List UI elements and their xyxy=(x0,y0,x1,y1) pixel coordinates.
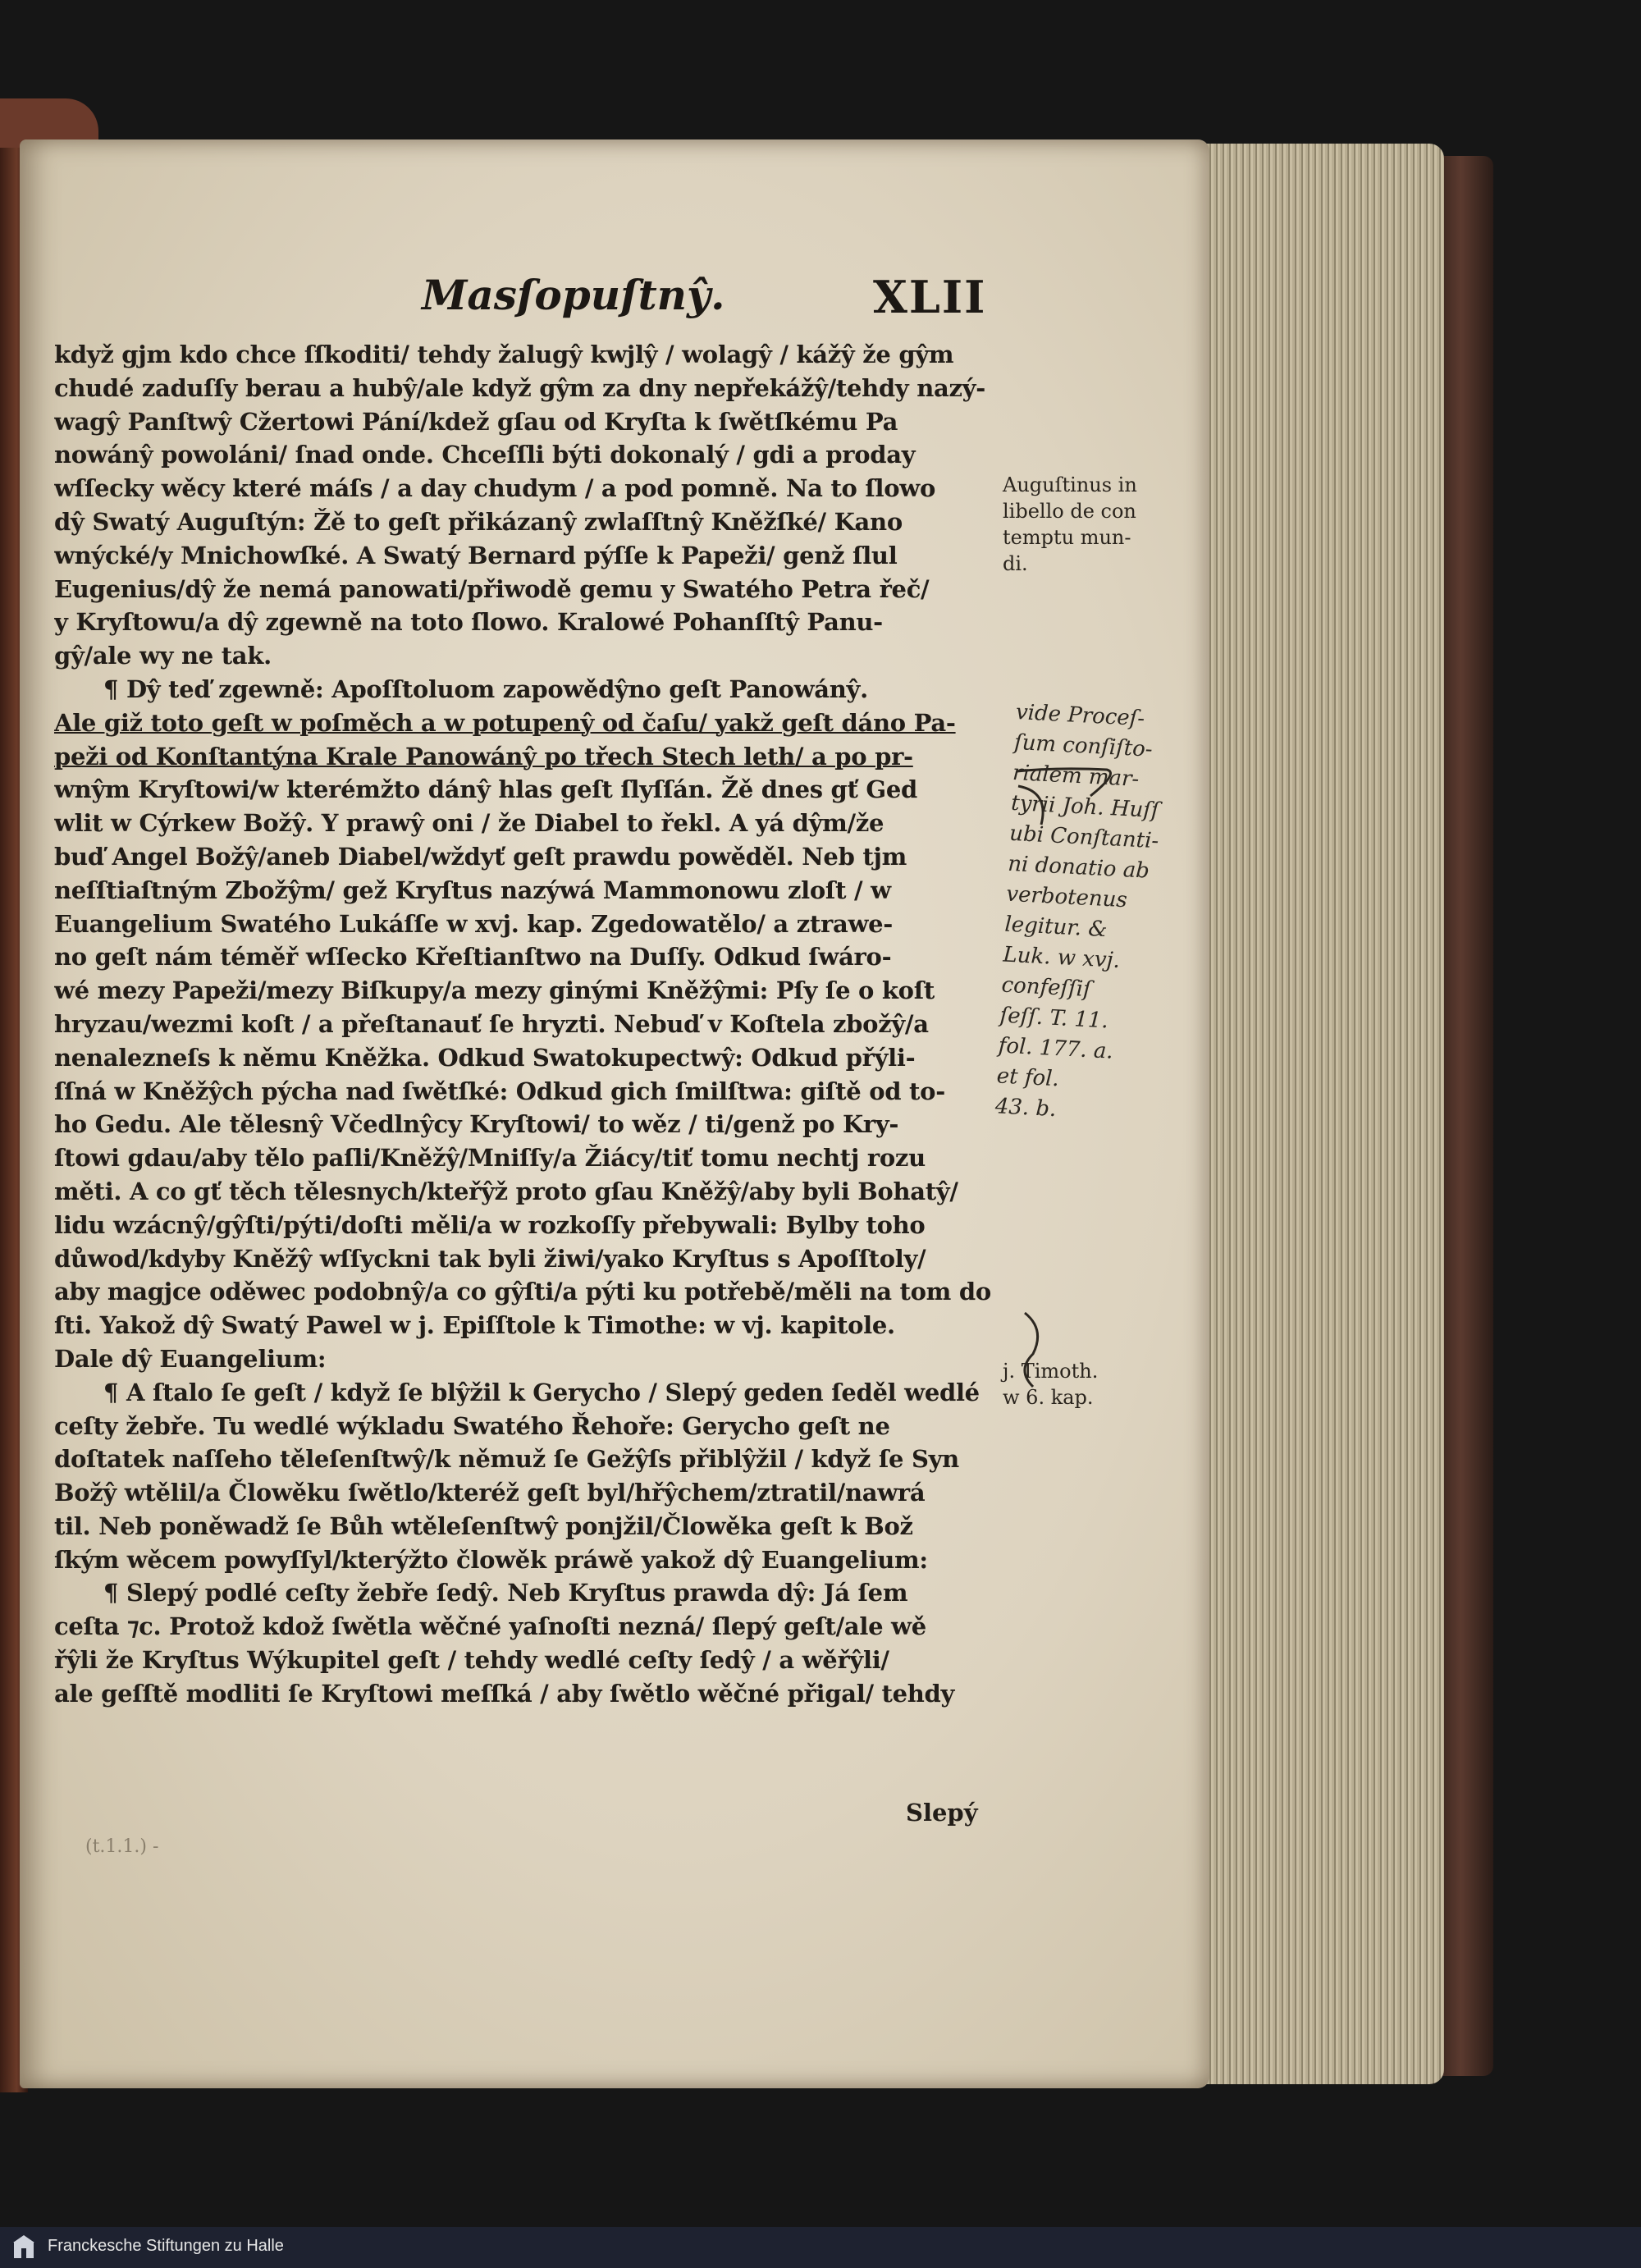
text-line: til. Neb poněwadž ſe Bůh wtěleſenſtwŷ ponjžil/Člowěka geſt k Bož xyxy=(54,1511,913,1540)
text-line: Božŷ wtělil/a Člowěku ſwětlo/kteréž geſt byl/hřŷchem/ztratil/nawrá xyxy=(54,1479,926,1507)
text-line: Eugenius/dŷ že nemá panowati/přiwodě gemu y Swatého Petra řeč/ xyxy=(54,574,930,603)
handwritten-line: ni donatio ab xyxy=(1007,851,1150,884)
running-title: Masſopuſtnŷ. xyxy=(422,271,725,319)
text-line: wé mezy Papeži/mezy Biſkupy/a mezy ginými Kněžŷmi: Pſy ſe o koſt xyxy=(54,976,935,1005)
text-line: hryzau/wezmi koſt / a přeſtanauť ſe hryzti. Nebuď v Koſtela zbožŷ/a xyxy=(54,1009,929,1038)
text-line: ſſná w Kněžŷch pýcha nad ſwětſké: Odkud gich ſmilſtwa: giſtě od to- xyxy=(54,1077,945,1105)
catchword: Slepý xyxy=(906,1799,978,1827)
handwritten-line: ubi Conſtanti- xyxy=(1008,821,1159,854)
text-line: aby magjce oděwec podobnŷ/a co gŷſti/a pýti ku potřebě/měli na tom do xyxy=(54,1278,991,1306)
text-line: gŷ/ale wy ne tak. xyxy=(54,642,272,670)
text-line: wſſecky wěcy které máſs / a day chudym / a pod pomně. Na to ſlowo xyxy=(54,474,936,503)
margin-note-line: di. xyxy=(1003,552,1028,575)
text-line: neſſtiaſtným Zbožŷm/ gež Kryſtus nazýwá Mammonowu zloſt / w xyxy=(54,876,891,904)
text-line: buď Angel Božŷ/aneb Diabel/wždyť geſt prawdu powěděl. Neb tjm xyxy=(54,842,907,871)
institution-logo-icon xyxy=(11,2234,36,2261)
main-text-block xyxy=(54,338,1055,1711)
text-line: ſtowi gdau/aby tělo paſli/Kněžŷ/Mniſſy/a Žiácy/tiť tomu nechtj rozu xyxy=(54,1144,926,1173)
handwritten-line: ſum conſiſto- xyxy=(1013,729,1154,762)
text-line: wagŷ Panſtwŷ Cžertowi Pání/kdež gſau od Kryſta k ſwětſkému Pa xyxy=(54,407,898,436)
text-line: měti. A co gť těch tělesnych/kteřŷž proto gſau Kněžŷ/aby byli Bohatŷ/ xyxy=(54,1177,958,1205)
handwritten-line: et fol. xyxy=(996,1063,1060,1092)
handwritten-line: Luk. w xvj. xyxy=(1002,942,1121,974)
text-line: ceſta ⁊c. Protož kdož ſwětla wěčné yaſnoſti nezná/ ſlepý geſt/ale wě xyxy=(54,1612,926,1641)
text-line: důwod/kdyby Kněžŷ wſſyckni tak byli žiwi/yako Kryſtus s Apoſſtoly/ xyxy=(54,1244,926,1273)
text-line: ho Gedu. Ale tělesnŷ Včedlnŷcy Kryſtowi/ to wěz / ti/genž po Kry- xyxy=(54,1110,899,1139)
handwritten-line: ſeſſ. T. 11. xyxy=(999,1003,1109,1034)
signature-mark: (t.1.1.) - xyxy=(85,1836,159,1857)
handwritten-line: 43. b. xyxy=(994,1094,1058,1123)
text-line: peži od Konſtantýna Krale Panowánŷ po třech Stech leth/ a po pr- xyxy=(54,742,913,770)
text-line: Dale dŷ Euangelium: xyxy=(54,1344,327,1373)
text-line: ale geſſtě modliti ſe Kryſtowi meſſká / aby ſwětlo wěčné přigal/ tehdy xyxy=(54,1679,955,1708)
text-line: nenalezneſs k němu Kněžka. Odkud Swatokupectwŷ: Odkud přýli- xyxy=(54,1043,916,1072)
handwritten-line: confeſſiſ xyxy=(1000,972,1092,1003)
text-line: řŷli že Kryſtus Wýkupitel geſt / tehdy wedlé ceſty ſedŷ / a wěřŷli/ xyxy=(54,1646,889,1675)
handwritten-line: tyrii Joh. Huſſ xyxy=(1010,790,1160,824)
text-line: dŷ Swatý Auguſtýn: Žě to geſt přikázanŷ zwlaſſtnŷ Kněžſké/ Kano xyxy=(54,507,903,536)
text-line: lidu wzácnŷ/gŷſti/pýti/doſti měli/a w rozkoſſy přebywali: Bylby toho xyxy=(54,1210,926,1239)
text-line: no geſt nám téměř wſſecko Křeſtianſtwo na Duſſy. Odkud ſwáro- xyxy=(54,943,892,972)
handwritten-annotation xyxy=(994,697,1166,1130)
text-line: ¶ Dŷ teď zgewně: Apoſſtoluom zapowědŷno geſt Panowánŷ. xyxy=(103,674,868,703)
folio-number: XLII xyxy=(873,271,987,323)
text-line: wlit w Cýrkew Božŷ. Y prawŷ oni / že Diabel to řekl. A yá dŷm/že xyxy=(54,809,884,838)
text-line: když gjm kdo chce ſſkoditi/ tehdy žalugŷ kwjlŷ / wolagŷ / kážŷ že gŷm xyxy=(54,341,954,368)
text-line: ¶ A ſtalo ſe geſt / když ſe blŷžil k Gerycho / Slepý geden ſeděl wedlé xyxy=(103,1378,980,1406)
text-line: nowánŷ powoláni/ ſnad onde. Chceſſli býti dokonalý / gdi a proday xyxy=(54,441,916,469)
handwritten-line: legitur. & xyxy=(1003,912,1108,943)
handwritten-line: vide Proceſ- xyxy=(1015,699,1145,732)
page-edges xyxy=(1194,144,1444,2084)
text-line: Euangelium Swatého Lukáſſe w xvj. kap. Zgedowatělo/ a ztrawe- xyxy=(54,909,893,938)
book-page xyxy=(20,139,1209,2088)
running-header xyxy=(20,271,1209,336)
margin-note-augustinus xyxy=(1003,472,1137,577)
text-line: ceſty žebře. Tu wedlé wýkladu Swatého Řehoře: Gerycho geſt ne xyxy=(54,1411,890,1440)
margin-note-line: j. Timoth. xyxy=(1003,1360,1099,1383)
text-line: ſti. Yakož dŷ Swatý Pawel w j. Epiſſtole k Timothe: w vj. kapitole. xyxy=(54,1311,895,1340)
text-line: ¶ Slepý podlé ceſty žebře ſedŷ. Neb Kryſtus prawda dŷ: Já ſem xyxy=(103,1579,908,1607)
footer-label: Franckesche Stiftungen zu Halle xyxy=(48,2237,284,2255)
text-line: ſkým wěcem powyſſyl/kterýžto člowěk práwě yakož dŷ Euangelium: xyxy=(54,1545,928,1574)
text-line: wnŷm Kryſtowi/w kterémžto dánŷ hlas geſt ſlyſſán. Žě dnes gť Ged xyxy=(54,775,918,804)
text-line: wnýcké/y Mnichowſké. A Swatý Bernard pýſſe k Papeži/ genž ſlul xyxy=(54,541,898,569)
margin-note-line: Auguſtinus in xyxy=(1003,473,1137,496)
handwritten-line: fol. 177. a. xyxy=(997,1033,1114,1064)
text-line: doſtatek naſſeho těleſenſtwŷ/k němuž ſe Gežŷſs přiblŷžil / když ſe Syn xyxy=(54,1445,959,1474)
text-line: y Kryſtowu/a dŷ zgewně na toto ſlowo. Kralowé Pohanſſtŷ Panu- xyxy=(54,608,883,637)
text-line: Ale giž toto geſt w poſměch a w potupenŷ od čaſu/ yakž geſt dáno Pa- xyxy=(54,708,956,737)
margin-note-line: w 6. kap. xyxy=(1003,1386,1094,1409)
margin-note-line: libello de con xyxy=(1003,500,1136,523)
margin-note-line: temptu mun- xyxy=(1003,526,1131,549)
handwritten-line: verbotenus xyxy=(1005,881,1128,913)
text-line: chudé zaduſſy berau a hubŷ/ale když gŷm za dny nepřekážŷ/tehdy nazý- xyxy=(54,373,985,402)
handwritten-line: rialem mar- xyxy=(1012,760,1140,792)
footer-bar xyxy=(0,2227,1641,2268)
